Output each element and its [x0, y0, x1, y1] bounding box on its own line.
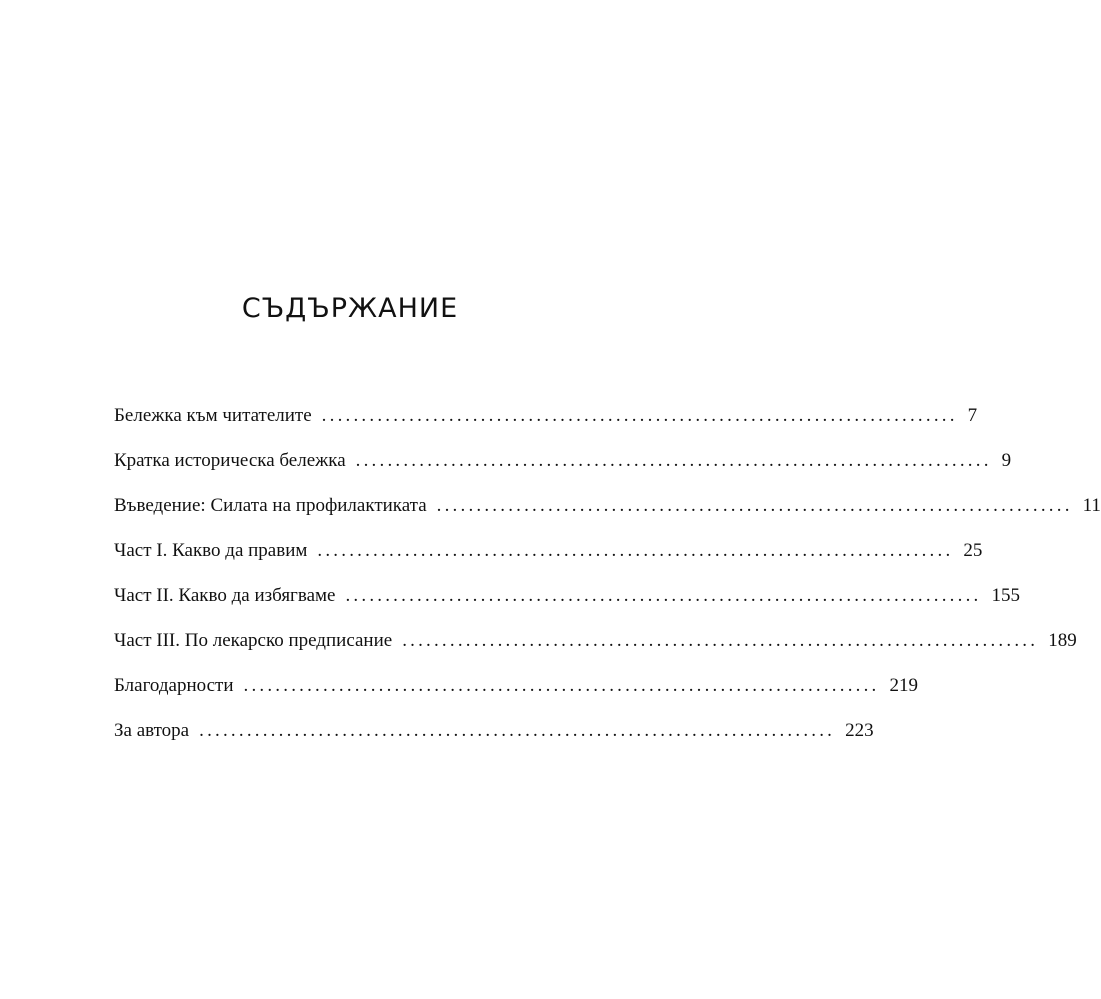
- toc-entry-page: 9: [1001, 450, 1012, 471]
- toc-entry-page: 223: [845, 720, 874, 741]
- table-of-contents: [114, 393, 1101, 753]
- toc-entry-page: 25: [963, 540, 983, 561]
- toc-entry: [114, 708, 874, 753]
- page-title: СЪДЪРЖАНИЕ: [241, 293, 459, 324]
- toc-entry-title: Бележка към читателите: [114, 405, 312, 426]
- toc-dot-leader: ................................................................................: [345, 585, 982, 606]
- toc-entry-title: Кратка историческа бележка: [114, 450, 346, 471]
- toc-entry: [114, 438, 1012, 483]
- toc-entry-title: Въведение: Силата на профилактиката: [114, 495, 427, 516]
- toc-dot-leader: ................................................................................: [317, 540, 954, 561]
- toc-entry: [114, 573, 1020, 618]
- toc-entry: [114, 528, 983, 573]
- toc-entry: [114, 663, 918, 708]
- toc-entry-page: 155: [991, 585, 1020, 606]
- toc-dot-leader: ................................................................................: [402, 630, 1039, 651]
- toc-entry-page: 11: [1082, 495, 1101, 516]
- toc-entry-title: Част I. Какво да правим: [114, 540, 308, 561]
- toc-entry-page: 219: [889, 675, 918, 696]
- toc-entry: [114, 393, 978, 438]
- toc-dot-leader: ................................................................................: [243, 675, 880, 696]
- toc-entry-title: За автора: [114, 720, 190, 741]
- toc-entry: [114, 618, 1077, 663]
- toc-dot-leader: ................................................................................: [199, 720, 836, 741]
- toc-entry-title: Част III. По лекарско предписание: [114, 630, 393, 651]
- toc-entry: [114, 483, 1101, 528]
- toc-dot-leader: ................................................................................: [321, 405, 958, 426]
- toc-entry-page: 7: [967, 405, 978, 426]
- toc-entry-page: 189: [1048, 630, 1077, 651]
- toc-entry-title: Част II. Какво да избягваме: [114, 585, 336, 606]
- toc-dot-leader: ................................................................................: [436, 495, 1073, 516]
- toc-entry-title: Благодарности: [114, 675, 234, 696]
- toc-dot-leader: ................................................................................: [355, 450, 992, 471]
